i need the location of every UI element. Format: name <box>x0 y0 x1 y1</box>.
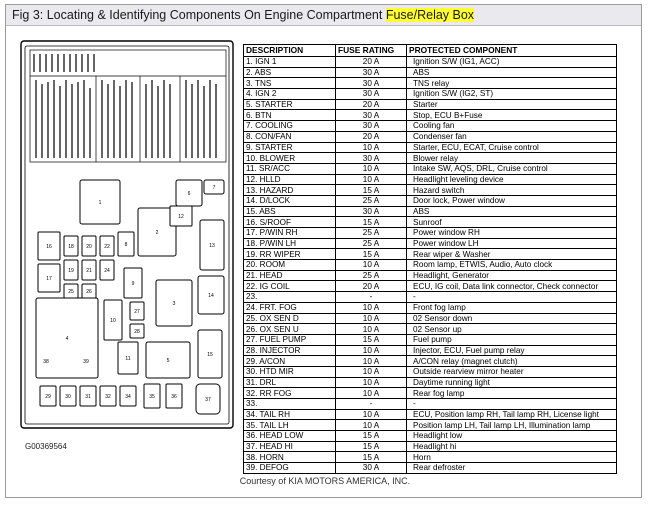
cell-protected-component: TNS relay <box>407 78 617 89</box>
table-row <box>244 153 617 164</box>
fuse-label: 12 <box>178 214 184 220</box>
cell-fuse-rating: 30 A <box>336 67 407 78</box>
fuse-label: 21 <box>86 268 92 274</box>
fuse-label: 15 <box>207 352 213 358</box>
cell-description: 9. STARTER <box>244 142 336 153</box>
cell-description: 32. RR FOG <box>244 388 336 399</box>
table-row <box>244 78 617 89</box>
cell-fuse-rating: 25 A <box>336 270 407 281</box>
fuse-label: 9 <box>131 281 135 287</box>
table-row <box>244 334 617 345</box>
cell-protected-component: ABS <box>407 206 617 217</box>
fuse-label: 29 <box>45 394 51 400</box>
table-row <box>244 121 617 132</box>
cell-protected-component: Intake SW, AQS, DRL, Cruise control <box>407 163 617 174</box>
header-description: DESCRIPTION <box>244 45 336 57</box>
cell-fuse-rating: 25 A <box>336 238 407 249</box>
header-protected-component: PROTECTED COMPONENT <box>407 45 617 57</box>
cell-protected-component: Headlight leveling device <box>407 174 617 185</box>
table-row <box>244 281 617 292</box>
cell-protected-component: 02 Sensor down <box>407 313 617 324</box>
fuse-label: 7 <box>212 185 216 191</box>
table-row <box>244 270 617 281</box>
cell-fuse-rating: 15 A <box>336 441 407 452</box>
cell-protected-component: Daytime running light <box>407 377 617 388</box>
cell-protected-component: ABS <box>407 67 617 78</box>
table-row <box>244 388 617 399</box>
cell-protected-component: Condenser fan <box>407 131 617 142</box>
table-header-row <box>244 45 617 57</box>
cell-fuse-rating: 10 A <box>336 313 407 324</box>
table-row <box>244 313 617 324</box>
table-row <box>244 302 617 313</box>
cell-description: 17. P/WIN RH <box>244 228 336 239</box>
cell-fuse-rating: 30 A <box>336 206 407 217</box>
fuse-table <box>243 44 617 474</box>
cell-fuse-rating: 20 A <box>336 131 407 142</box>
cell-fuse-rating: - <box>336 292 407 303</box>
cell-protected-component: Headlight hi <box>407 441 617 452</box>
cell-description: 35. TAIL LH <box>244 420 336 431</box>
cell-description: 24. FRT. FOG <box>244 302 336 313</box>
cell-protected-component: Headlight low <box>407 431 617 442</box>
table-body <box>244 57 617 474</box>
cell-fuse-rating: 10 A <box>336 366 407 377</box>
table-row <box>244 217 617 228</box>
cell-fuse-rating: 10 A <box>336 356 407 367</box>
cell-description: 21. HEAD <box>244 270 336 281</box>
figure-code: G00369564 <box>25 442 67 451</box>
cell-fuse-rating: 30 A <box>336 78 407 89</box>
cell-description: 29. A/CON <box>244 356 336 367</box>
fuse-label: 37 <box>205 397 211 403</box>
fuse-label: 11 <box>125 356 131 362</box>
cell-protected-component: Horn <box>407 452 617 463</box>
cell-description: 2. ABS <box>244 67 336 78</box>
cell-description: 16. S/ROOF <box>244 217 336 228</box>
cell-fuse-rating: - <box>336 399 407 410</box>
table-row <box>244 185 617 196</box>
fuse-label: 18 <box>68 244 74 250</box>
cell-description: 25. OX SEN D <box>244 313 336 324</box>
cell-description: 14. D/LOCK <box>244 195 336 206</box>
cell-fuse-rating: 10 A <box>336 420 407 431</box>
table-row <box>244 420 617 431</box>
table-row <box>244 260 617 271</box>
cell-fuse-rating: 20 A <box>336 57 407 68</box>
cell-fuse-rating: 30 A <box>336 89 407 100</box>
table-row <box>244 228 617 239</box>
table-row <box>244 441 617 452</box>
fuse-label: 19 <box>68 268 74 274</box>
cell-description: 1. IGN 1 <box>244 57 336 68</box>
cell-protected-component: Ignition S/W (IG1, ACC) <box>407 57 617 68</box>
cell-protected-component: Ignition S/W (IG2, ST) <box>407 89 617 100</box>
cell-description: 7. COOLING <box>244 121 336 132</box>
table-row <box>244 366 617 377</box>
cell-fuse-rating: 10 A <box>336 409 407 420</box>
fuse-label: 10 <box>110 318 116 324</box>
fuse-label: 20 <box>86 244 92 250</box>
cell-description: 20. ROOM <box>244 260 336 271</box>
fuse-label: 4 <box>65 336 69 342</box>
table-row <box>244 324 617 335</box>
fuse-label: 31 <box>85 394 91 400</box>
cell-protected-component: Stop, ECU B+Fuse <box>407 110 617 121</box>
cell-fuse-rating: 10 A <box>336 377 407 388</box>
figure-title: Fig 3: Locating & Identifying Components On Engine Compartment Fuse/Relay Box <box>12 8 475 22</box>
cell-fuse-rating: 30 A <box>336 110 407 121</box>
fuse-label: 8 <box>124 242 128 248</box>
cell-fuse-rating: 10 A <box>336 388 407 399</box>
cell-protected-component: Sunroof <box>407 217 617 228</box>
cell-description: 8. CON/FAN <box>244 131 336 142</box>
table-row <box>244 57 617 68</box>
fuse-label: 5 <box>166 358 170 364</box>
cell-fuse-rating: 20 A <box>336 99 407 110</box>
cell-protected-component: Starter <box>407 99 617 110</box>
cell-description: 31. DRL <box>244 377 336 388</box>
table-row <box>244 377 617 388</box>
cell-description: 3. TNS <box>244 78 336 89</box>
cell-protected-component: Power window LH <box>407 238 617 249</box>
cell-description: 23. <box>244 292 336 303</box>
cell-protected-component: Outside rearview mirror heater <box>407 366 617 377</box>
cell-protected-component: Rear fog lamp <box>407 388 617 399</box>
fuse-label: 39 <box>83 359 89 365</box>
cell-fuse-rating: 10 A <box>336 302 407 313</box>
table-row <box>244 345 617 356</box>
table-row <box>244 110 617 121</box>
table-row <box>244 356 617 367</box>
cell-description: 37. HEAD HI <box>244 441 336 452</box>
fuse-box-diagram <box>20 40 234 430</box>
fuse-label: 25 <box>68 289 74 295</box>
cell-fuse-rating: 10 A <box>336 324 407 335</box>
cell-description: 22. IG COIL <box>244 281 336 292</box>
cell-description: 36. HEAD LOW <box>244 431 336 442</box>
fuse-label: 35 <box>149 394 155 400</box>
cell-description: 12. HLLD <box>244 174 336 185</box>
table-row <box>244 292 617 303</box>
cell-protected-component: Cooling fan <box>407 121 617 132</box>
cell-fuse-rating: 10 A <box>336 163 407 174</box>
cell-fuse-rating: 25 A <box>336 228 407 239</box>
table-row <box>244 206 617 217</box>
cell-fuse-rating: 10 A <box>336 260 407 271</box>
cell-fuse-rating: 20 A <box>336 281 407 292</box>
cell-description: 15. ABS <box>244 206 336 217</box>
table-row <box>244 238 617 249</box>
fuse-label: 2 <box>155 230 159 236</box>
cell-description: 10. BLOWER <box>244 153 336 164</box>
fuse-label: 30 <box>65 394 71 400</box>
table-row <box>244 409 617 420</box>
title-highlight: Fuse/Relay Box <box>385 8 475 22</box>
cell-fuse-rating: 15 A <box>336 185 407 196</box>
fuse-label: 24 <box>104 268 110 274</box>
cell-protected-component: Rear defroster <box>407 463 617 474</box>
cell-description: 26. OX SEN U <box>244 324 336 335</box>
cell-description: 6. BTN <box>244 110 336 121</box>
cell-description: 39. DEFOG <box>244 463 336 474</box>
cell-protected-component: 02 Sensor up <box>407 324 617 335</box>
cell-description: 11. SR/ACC <box>244 163 336 174</box>
cell-description: 30. HTD MIR <box>244 366 336 377</box>
courtesy-credit: Courtesy of KIA MOTORS AMERICA, INC. <box>239 476 411 486</box>
cell-protected-component: A/CON relay (magnet clutch) <box>407 356 617 367</box>
cell-description: 27. FUEL PUMP <box>244 334 336 345</box>
table-row <box>244 142 617 153</box>
table-row <box>244 249 617 260</box>
cell-protected-component: Door lock, Power window <box>407 195 617 206</box>
cell-protected-component: Hazard switch <box>407 185 617 196</box>
table-row <box>244 195 617 206</box>
table-row <box>244 163 617 174</box>
cell-protected-component: Headlight, Generator <box>407 270 617 281</box>
cell-fuse-rating: 15 A <box>336 452 407 463</box>
table-row <box>244 99 617 110</box>
cell-description: 13. HAZARD <box>244 185 336 196</box>
cell-protected-component: Injector, ECU, Fuel pump relay <box>407 345 617 356</box>
cell-fuse-rating: 15 A <box>336 431 407 442</box>
fuse-label: 13 <box>209 243 215 249</box>
fuse-label: 14 <box>208 293 214 299</box>
fuse-label: 3 <box>172 301 176 307</box>
fuse-label: 38 <box>43 359 49 365</box>
cell-protected-component: Room lamp, ETWIS, Audio, Auto clock <box>407 260 617 271</box>
fuse-label: 1 <box>98 200 102 206</box>
cell-protected-component: Fuel pump <box>407 334 617 345</box>
cell-description: 28. INJECTOR <box>244 345 336 356</box>
cell-fuse-rating: 15 A <box>336 334 407 345</box>
cell-description: 5. STARTER <box>244 99 336 110</box>
cell-fuse-rating: 15 A <box>336 249 407 260</box>
cell-description: 38. HORN <box>244 452 336 463</box>
fuse-label: 32 <box>105 394 111 400</box>
cell-protected-component: ECU, Position lamp RH, Tail lamp RH, License light <box>407 409 617 420</box>
cell-fuse-rating: 30 A <box>336 463 407 474</box>
table-row <box>244 452 617 463</box>
fuse-label: 22 <box>104 244 110 250</box>
table-row <box>244 89 617 100</box>
table-row <box>244 431 617 442</box>
cell-fuse-rating: 30 A <box>336 121 407 132</box>
cell-fuse-rating: 30 A <box>336 153 407 164</box>
table-row <box>244 463 617 474</box>
cell-description: 33. <box>244 399 336 410</box>
table-row <box>244 131 617 142</box>
cell-fuse-rating: 10 A <box>336 345 407 356</box>
cell-fuse-rating: 25 A <box>336 195 407 206</box>
fuse-label: 17 <box>46 276 52 282</box>
table-row <box>244 67 617 78</box>
header-fuse-rating: FUSE RATING <box>336 45 407 57</box>
cell-protected-component: Position lamp LH, Tail lamp LH, Illumination lamp <box>407 420 617 431</box>
fuse-label: 28 <box>134 329 140 335</box>
cell-protected-component: Blower relay <box>407 153 617 164</box>
cell-protected-component: Starter, ECU, ECAT, Cruise control <box>407 142 617 153</box>
cell-fuse-rating: 15 A <box>336 217 407 228</box>
cell-description: 19. RR WIPER <box>244 249 336 260</box>
cell-fuse-rating: 10 A <box>336 142 407 153</box>
table-row <box>244 174 617 185</box>
cell-description: 34. TAIL RH <box>244 409 336 420</box>
fuse-label: 26 <box>86 289 92 295</box>
cell-protected-component: Rear wiper & Washer <box>407 249 617 260</box>
fuse-label: 6 <box>187 191 191 197</box>
fuse-label: 27 <box>134 309 140 315</box>
cell-fuse-rating: 10 A <box>336 174 407 185</box>
fuse-label: 36 <box>171 394 177 400</box>
table-row <box>244 399 617 410</box>
fuse-label: 16 <box>46 244 52 250</box>
cell-protected-component: - <box>407 292 617 303</box>
fuse-label: 34 <box>125 394 131 400</box>
cell-protected-component: - <box>407 399 617 410</box>
cell-description: 4. IGN 2 <box>244 89 336 100</box>
cell-protected-component: Front fog lamp <box>407 302 617 313</box>
cell-protected-component: ECU, IG coil, Data link connector, Check connector <box>407 281 617 292</box>
cell-description: 18. P/WIN LH <box>244 238 336 249</box>
cell-protected-component: Power window RH <box>407 228 617 239</box>
